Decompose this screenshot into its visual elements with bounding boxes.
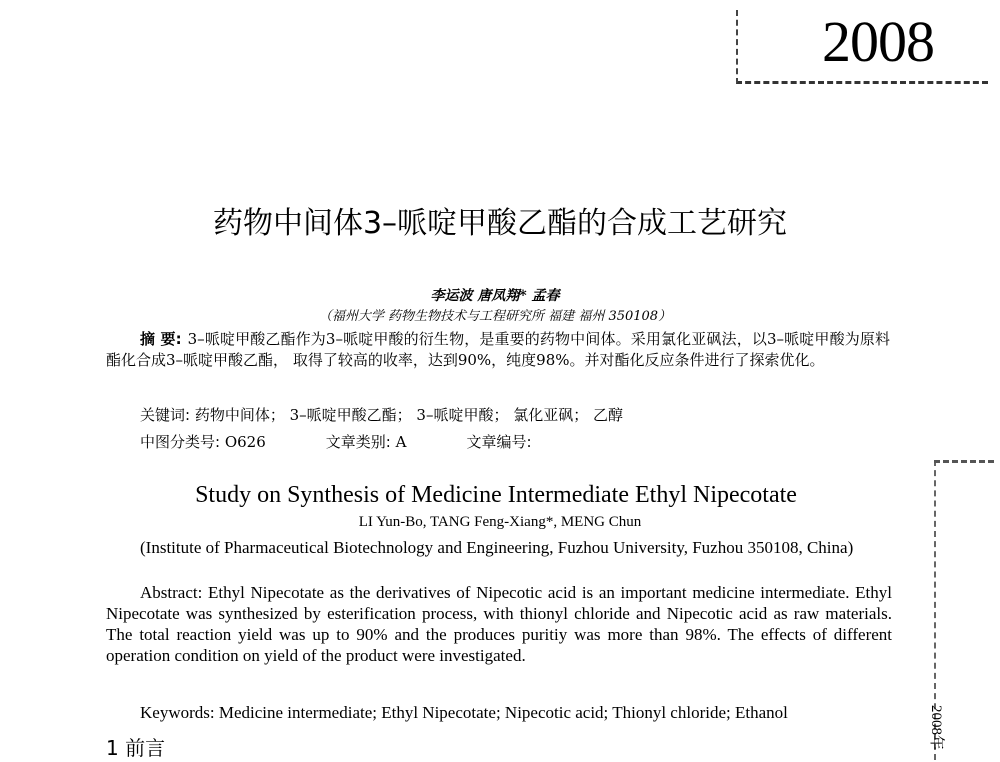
doc-id-label: 文章编号:: [466, 433, 532, 451]
chinese-abstract: [106, 329, 890, 371]
english-keywords: Keywords: Medicine intermediate; Ethyl Nipecotate; Nipecotic acid; Thionyl chloride; Ethanol: [140, 703, 788, 722]
doc-type-label: 文章类别:: [325, 433, 391, 451]
english-abstract: Abstract: Ethyl Nipecotate as the derivatives of Nipecotic acid is an important medicine intermediate. Ethyl Nipecotate was synthesized by esterification process, with thionyl chloride and Nipecotic acid as raw materials. The total reaction yield was up to 90% and the produces puritiy was more than 98%. The effects of different operation condition on yield of the product were investigated.: [106, 583, 892, 665]
doc-type-value: A: [395, 433, 407, 451]
chinese-abstract-label: 摘 要:: [140, 330, 182, 348]
english-affiliation: (Institute of Pharmaceutical Biotechnology and Engineering, Fuzhou University, Fuzhou 350108, China): [140, 538, 854, 557]
class-value: O626: [224, 433, 266, 451]
chinese-abstract-text: 3–哌啶甲酸乙酯作为3–哌啶甲酸的衍生物，是重要的药物中间体。采用氯化亚砜法，以3–哌啶甲酸为原料酯化合成3–哌啶甲酸乙酯， 取得了较高的收率，达到90%，纯度98%。并对酯化反应条件进行了探索优化。: [106, 330, 890, 369]
chinese-keywords-label: 关键词:: [140, 406, 191, 424]
chinese-keywords-text: 药物中间体； 3–哌啶甲酸乙酯； 3–哌啶甲酸； 氯化亚砜； 乙醇: [194, 406, 624, 424]
chinese-title: 药物中间体3–哌啶甲酸乙酯的合成工艺研究: [212, 206, 788, 241]
english-authors: LI Yun-Bo, TANG Feng-Xiang*, MENG Chun: [358, 514, 642, 530]
english-title: Study on Synthesis of Medicine Intermediate Ethyl Nipecotate: [195, 482, 797, 508]
margin-year: 2008年: [928, 705, 944, 751]
chinese-classification: [140, 432, 532, 453]
section-heading: 1 前言: [106, 736, 166, 760]
chinese-affiliation: （福州大学 药物生物技术与工程研究所 福建 福州 350108）: [318, 309, 672, 324]
scan-edge-top: [934, 460, 994, 466]
header-year: 2008: [822, 9, 934, 74]
chinese-keywords: [140, 405, 623, 426]
class-label: 中图分类号:: [140, 433, 221, 451]
chinese-authors: 李运波 唐凤翔* 孟春: [430, 288, 560, 304]
